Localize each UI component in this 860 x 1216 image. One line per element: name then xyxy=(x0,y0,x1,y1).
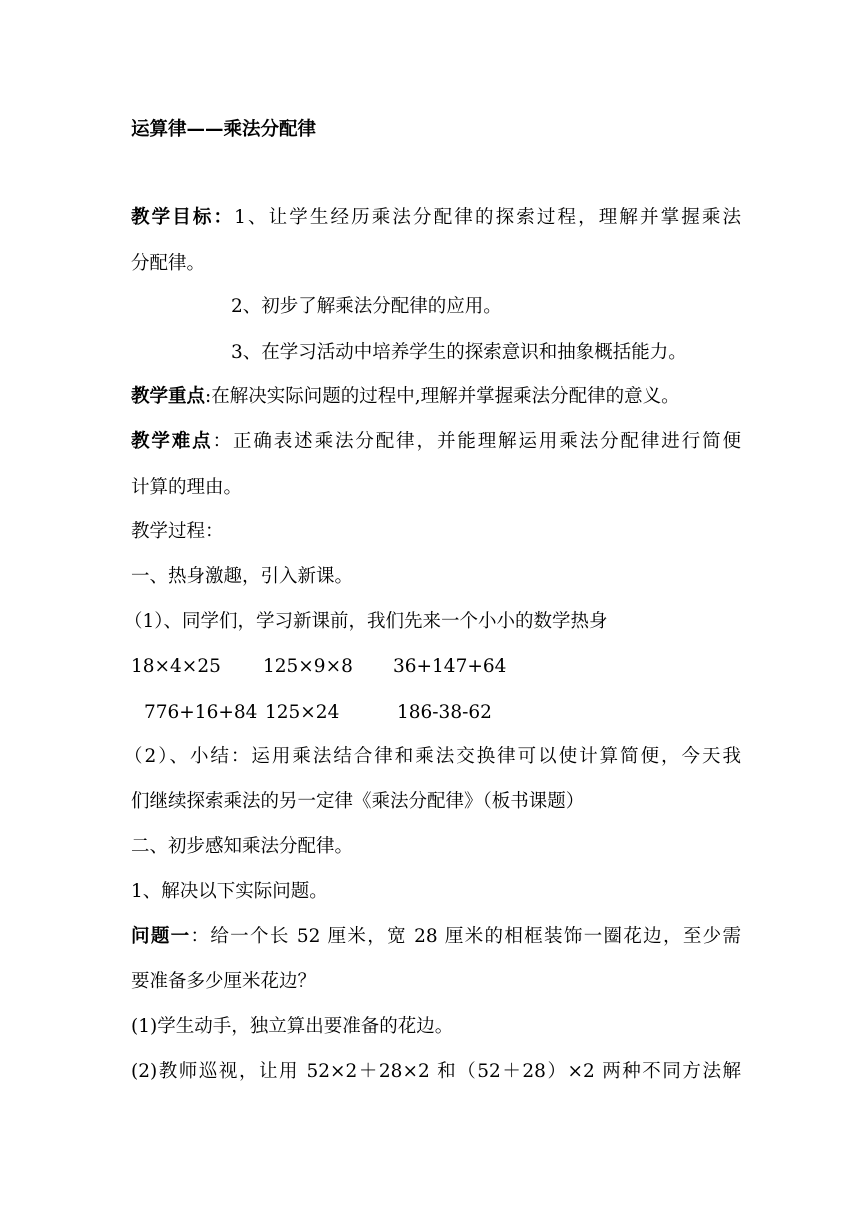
warmup-expression: 776+16+84 xyxy=(144,702,258,723)
difficulty-text: ：正确表述乘法分配律，并能理解运用乘法分配律进行简便 xyxy=(212,431,741,452)
difficulty-label: 教学难点 xyxy=(131,431,213,452)
section-2-heading: 二、初步感知乘法分配律。 xyxy=(131,836,354,857)
objective-2: 2、初步了解乘法分配律的应用。 xyxy=(231,296,502,317)
key-point-text: :在解决实际问题的过程中,理解并掌握乘法分配律的意义。 xyxy=(205,386,680,407)
objective-3: 3、在学习活动中培养学生的探索意识和抽象概括能力。 xyxy=(231,342,687,363)
warmup-expression: 125×24 xyxy=(265,702,340,723)
warmup-expression: 186-38-62 xyxy=(397,702,492,723)
problem-1-step-1: (1)学生动手，独立算出要准备的花边。 xyxy=(131,1016,454,1037)
section-1-step-1: （1）、同学们，学习新课前，我们先来一个小小的数学热身 xyxy=(124,611,608,632)
section-1-step-2: （2）、小结：运用乘法结合律和乘法交换律可以使计算简便，今天我 xyxy=(124,746,741,767)
document-title: 运算律——乘法分配律 xyxy=(131,119,317,140)
problem-1-label: 问题一 xyxy=(131,926,191,947)
warmup-expression: 18×4×25 xyxy=(131,656,221,677)
problem-1-line-1 xyxy=(131,925,741,949)
problem-1-step-2: (2)教师巡视，让用 52×2＋28×2 和（52＋28）×2 两种不同方法解 xyxy=(131,1061,741,1082)
process-label: 教学过程： xyxy=(131,521,224,542)
objectives-label: 教学目标： xyxy=(131,207,235,228)
problem-1-line-2: 要准备多少厘米花边？ xyxy=(131,971,317,992)
section-2-sub-1: 1、解决以下实际问题。 xyxy=(131,881,328,902)
problem-1-text: ：给一个长 52 厘米，宽 28 厘米的相框装饰一圈花边，至少需 xyxy=(190,926,741,947)
warmup-expression: 36+147+64 xyxy=(393,656,507,677)
key-point-label: 教学重点 xyxy=(131,386,206,407)
section-1-step-2-continued: 们继续探索乘法的另一定律《乘法分配律》（板书课题） xyxy=(131,791,585,812)
section-1-heading: 一、热身激趣，引入新课。 xyxy=(131,566,354,587)
key-point-line xyxy=(131,385,741,409)
objectives-line-1 xyxy=(131,206,741,230)
objective-1-text: 1、让学生经历乘法分配律的探索过程，理解并掌握乘法 xyxy=(234,207,741,228)
difficulty-line-1 xyxy=(131,430,741,454)
objective-1-continued: 分配律。 xyxy=(131,253,206,274)
difficulty-line-2: 计算的理由。 xyxy=(131,477,243,498)
warmup-expression: 125×9×8 xyxy=(263,656,353,677)
